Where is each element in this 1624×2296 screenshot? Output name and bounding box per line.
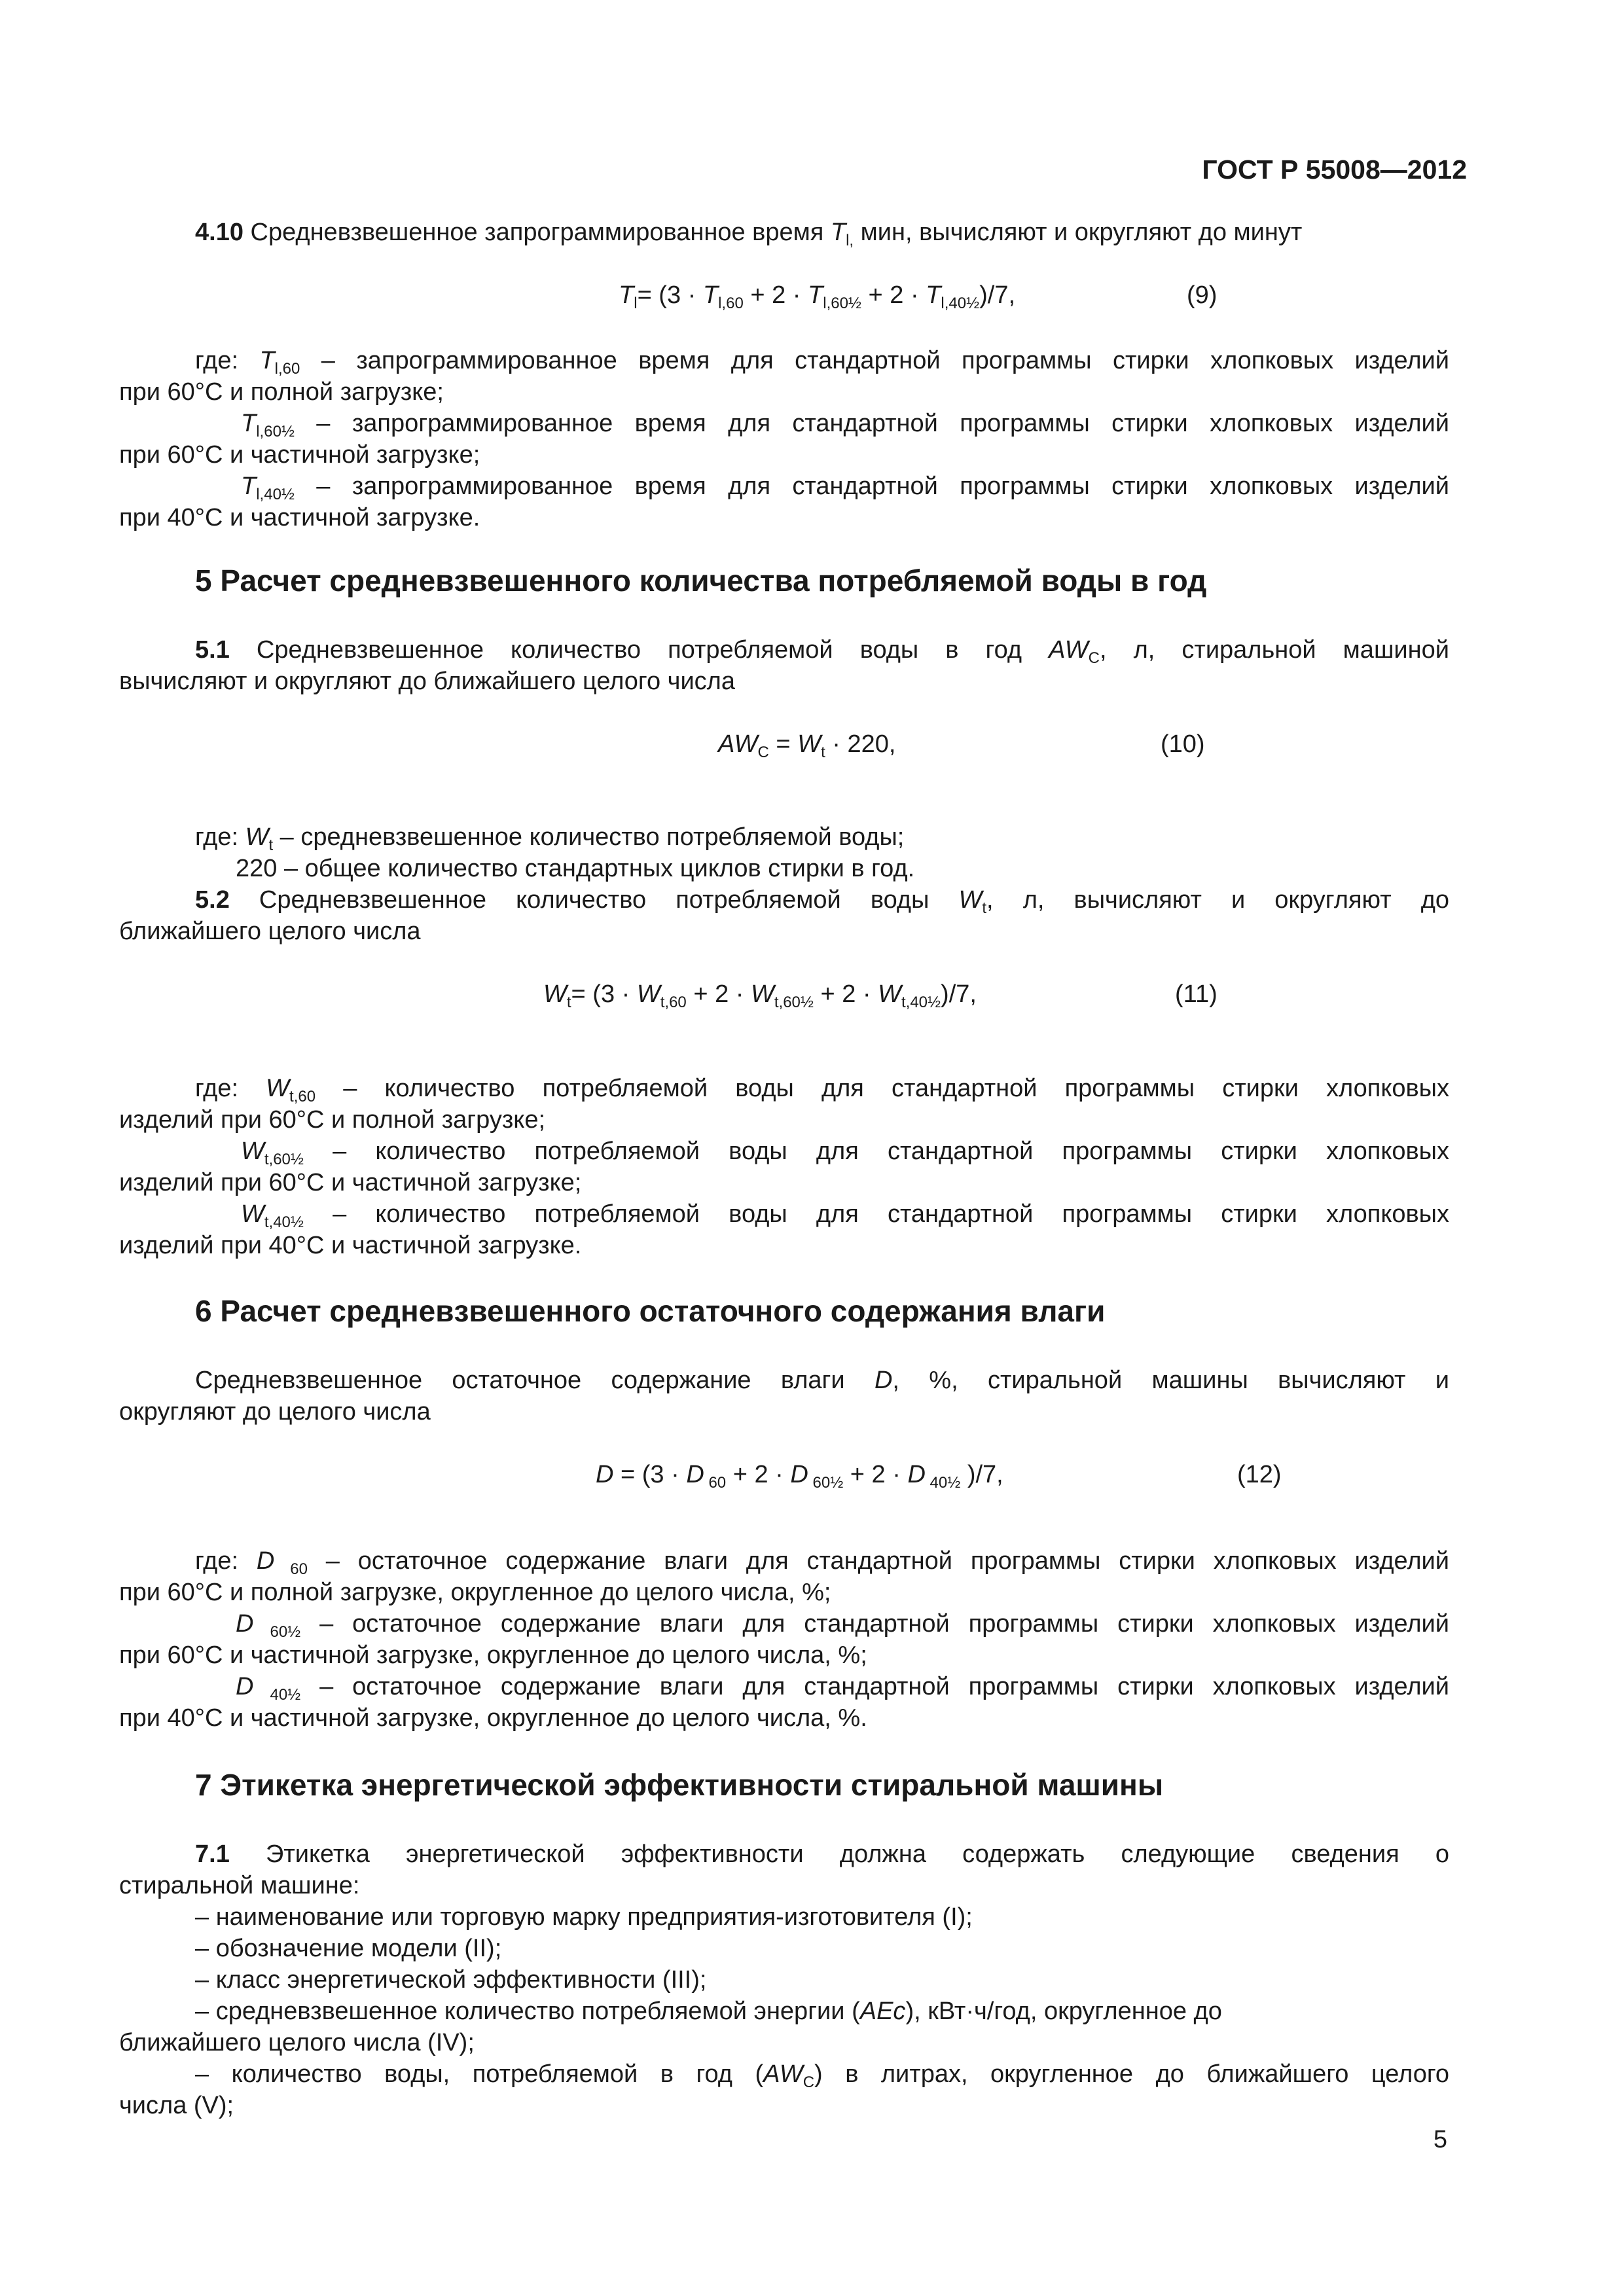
list-item-continuation: ближайшего целого числа (IV); (119, 2029, 475, 2056)
clause-continuation: ближайшего целого числа (119, 918, 421, 945)
formula-12-number: (12) (1237, 1461, 1282, 1488)
formula-9-number: (9) (1187, 281, 1218, 309)
clause-4-10-text: 4.10 Средневзвешенное запрограммированное время $T_{l,}$ мин, вычисляют и округляют до минут (195, 219, 1303, 249)
clause-number: 4.10 (195, 219, 244, 246)
formula-11: $W_t= (3 \cdot W_{t,60} + 2 \cdot W_{t,60\frac{1}{2}} + 2 \cdot W_{t,40\frac{1}{2}})/7$, (543, 980, 977, 1011)
definition-line: D $_{40\frac{1}{2}}$ – остаточное содержание влаги для стандартной программы стирки хлопковых изделий (236, 1673, 1449, 1704)
definition-line: где: $T_{l,60}$ – запрограммированное время для стандартной программы стирки хлопковых изделий (195, 347, 1449, 378)
clause-continuation: округляют до целого числа (119, 1398, 431, 1426)
page-number: 5 (1433, 2126, 1447, 2153)
formula-12: D = (3 · D $_{60}$ + 2 · D $_{60\frac{1}{2}}$ + 2 · D $_{40\frac{1}{2}}$ )/7, (596, 1461, 1003, 1492)
list-item: – обозначение модели (II); (195, 1935, 502, 1962)
list-item: – средневзвешенное количество потребляемой энергии (AEc), кВт·ч/год, округленное до (195, 1998, 1222, 2025)
definition-line: где: $W_t$ – средневзвешенное количество потребляемой воды; (195, 823, 905, 854)
list-item: – количество воды, потребляемой в год $(AW_C)$ в литрах, округленное до ближайшего целого (195, 2060, 1450, 2091)
definition-continuation: изделий при 60°С и частичной загрузке; (119, 1169, 582, 1196)
definition-continuation: при 40°С и частичной загрузке, округленное до целого числа, %. (119, 1704, 867, 1732)
definition-continuation: изделий при 60°С и полной загрузке; (119, 1106, 546, 1134)
clause-5-1-text: 5.1 Средневзвешенное количество потребляемой воды в год $AW_C$, л, стиральной машиной (195, 636, 1450, 667)
clause-7-1-text: 7.1 Этикетка энергетической эффективности должна содержать следующие сведения о (195, 1840, 1449, 1868)
definition-continuation: при 40°С и частичной загрузке. (119, 504, 480, 531)
list-item: – класс энергетической эффективности (III); (195, 1966, 707, 1994)
definition-line: $W_{t,60\frac{1}{2}}$ – количество потребляемой воды для стандартной программы стирки хлопковых (241, 1138, 1449, 1168)
section-6-text: Средневзвешенное остаточное содержание влаги D, %, стиральной машины вычисляют и (195, 1367, 1449, 1394)
definition-continuation: при 60°С и полной загрузке; (119, 378, 444, 406)
definition-continuation: изделий при 40°С и частичной загрузке. (119, 1232, 582, 1259)
definition-line: где: D $_{60}$ – остаточное содержание влаги для стандартной программы стирки хлопковых изделий (195, 1547, 1449, 1578)
definition-line: D $_{60\frac{1}{2}}$ – остаточное содержание влаги для стандартной программы стирки хлопковых изделий (236, 1610, 1449, 1641)
definition-line: $T_{l,60\frac{1}{2}}$ – запрограммированное время для стандартной программы стирки хлопковых изделий (241, 410, 1449, 440)
definition-line: $T_{l,40\frac{1}{2}}$ – запрограммированное время для стандартной программы стирки хлопковых изделий (241, 473, 1449, 503)
clause-5-2-text: 5.2 Средневзвешенное количество потребляемой воды $W_t$, л, вычисляют и округляют до (195, 886, 1450, 917)
definition-continuation: при 60°С и частичной загрузке, округленное до целого числа, %; (119, 1641, 867, 1669)
section-5-heading: 5 Расчет средневзвешенного количества потребляемой воды в год (195, 564, 1207, 598)
section-6-heading: 6 Расчет средневзвешенного остаточного содержания влаги (195, 1294, 1106, 1328)
definition-continuation: при 60°С и полной загрузке, округленное до целого числа, %; (119, 1579, 831, 1606)
formula-9: $T_l= (3 \cdot T_{l,60} + 2 \cdot T_{l,60\frac{1}{2}} + 2 \cdot T_{l,40\frac{1}{2}})/7$, (619, 281, 1016, 312)
clause-continuation: вычисляют и округляют до ближайшего целого числа (119, 668, 735, 695)
formula-10: $AW_C = W_t \cdot 220$, (718, 730, 896, 761)
definition-continuation: при 60°С и частичной загрузке; (119, 441, 480, 469)
definition-line: 220 – общее количество стандартных циклов стирки в год. (236, 855, 915, 882)
list-item-continuation: числа (V); (119, 2092, 234, 2119)
formula-10-number: (10) (1161, 730, 1205, 758)
list-item: – наименование или торговую марку предприятия-изготовителя (I); (195, 1903, 973, 1931)
definition-line: $W_{t,40\frac{1}{2}}$ – количество потребляемой воды для стандартной программы стирки хлопковых (241, 1200, 1449, 1231)
clause-continuation: стиральной машине: (119, 1872, 360, 1899)
document-id-header: ГОСТ Р 55008—2012 (1202, 154, 1467, 185)
section-7-heading: 7 Этикетка энергетической эффективности стиральной машины (195, 1768, 1164, 1802)
definition-line: где: $W_{t,60}$ – количество потребляемой воды для стандартной программы стирки хлопковых (195, 1075, 1449, 1105)
formula-11-number: (11) (1175, 980, 1218, 1008)
